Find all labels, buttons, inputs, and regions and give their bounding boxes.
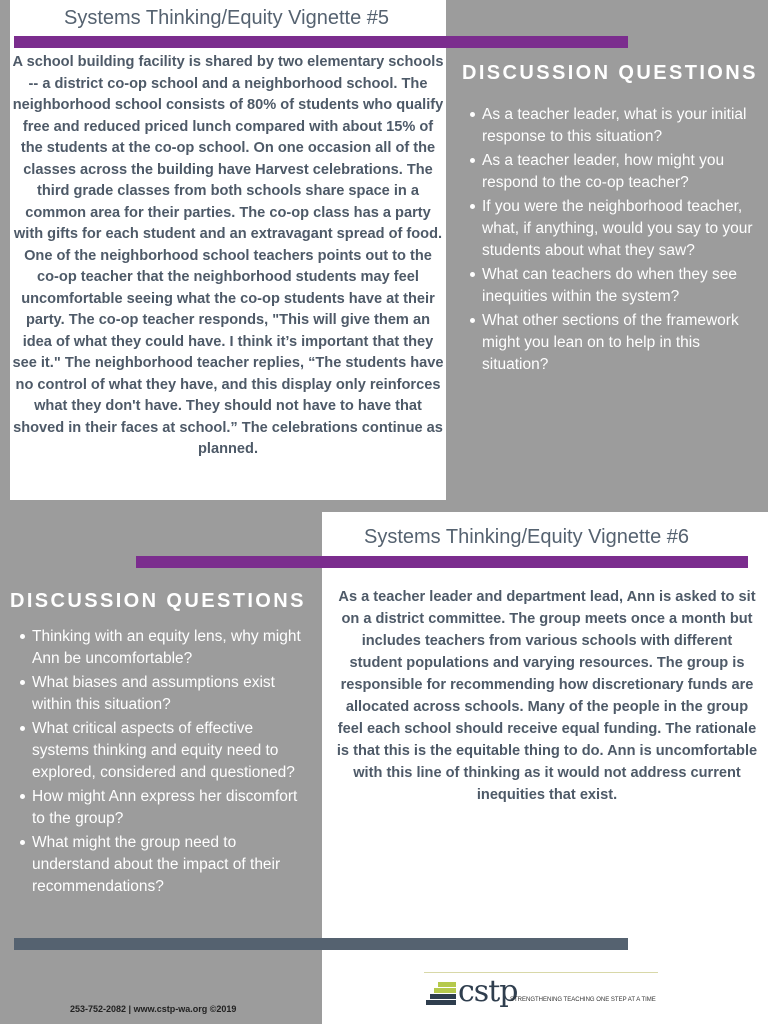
discussion-questions-heading-1: DISCUSSION QUESTIONS — [462, 62, 758, 84]
discussion-questions-heading-2: DISCUSSION QUESTIONS — [10, 590, 306, 612]
purple-divider-bar — [14, 36, 628, 48]
vignette-6-body: As a teacher leader and department lead, Ann is asked to sit on a district committee. The group meets once a month but includes teachers from various schools with different student populations and varying resources. The group is responsible for recommending how discretionary funds are allocated across schools. Many of the people in the group feel each school should receive equal funding. The rationale is that this is the equitable thing to do. Ann is uncomfortable with this line of thinking as it would not address current inequities that exist. — [336, 589, 758, 803]
logo-tagline: STRENGTHENING TEACHING ONE STEP AT A TIME — [510, 997, 656, 1003]
discussion-question: What might the group need to understand about the impact of their recommendations? — [14, 832, 314, 898]
discussion-question: What biases and assumptions exist within this situation? — [14, 672, 314, 716]
discussion-questions-list-1 — [464, 104, 764, 378]
vignette-5-title-box — [10, 0, 446, 36]
vignette-6-title: Systems Thinking/Equity Vignette #6 — [364, 526, 689, 548]
discussion-question: If you were the neighborhood teacher, what, if anything, would you say to your students about what they saw? — [464, 196, 764, 262]
discussion-question: How might Ann express her discomfort to the group? — [14, 786, 314, 830]
footer-contact: 253-752-2082 | www.cstp-wa.org ©2019 — [70, 1004, 237, 1014]
discussion-question: As a teacher leader, how might you respond to the co-op teacher? — [464, 150, 764, 194]
purple-divider-bar — [136, 556, 748, 568]
logo-rule — [424, 972, 658, 973]
cstp-logo[interactable] — [424, 972, 664, 1012]
logo-wordmark: cstp — [458, 974, 518, 1009]
discussion-question: What can teachers do when they see inequities within the system? — [464, 264, 764, 308]
vignette-5-title: Systems Thinking/Equity Vignette #5 — [64, 7, 389, 29]
discussion-question: What other sections of the framework might you lean on to help in this situation? — [464, 310, 764, 376]
discussion-questions-list-2 — [14, 626, 314, 900]
discussion-question: What critical aspects of effective systems thinking and equity need to explored, considered and questioned? — [14, 718, 314, 784]
slate-divider-bar — [14, 938, 628, 950]
discussion-question: As a teacher leader, what is your initial response to this situation? — [464, 104, 764, 148]
discussion-question: Thinking with an equity lens, why might Ann be uncomfortable? — [14, 626, 314, 670]
vignette-5-body: A school building facility is shared by two elementary schools -- a district co-op school and a neighborhood school. The neighborhood school consists of 80% of students who qualify free and reduced priced lunch compared with about 15% of the students at the co-op school. On one occasion all of the classes across the building have Harvest celebrations. The third grade classes from both schools share space in a common area for their parties. The co-op class has a party with gifts for each student and an extravagant spread of food. One of the neighborhood school teachers points out to the co-op teacher that the neighborhood students may feel uncomfortable seeing what the co-op students have at their party. The co-op teacher responds, "This will give them an idea of what they could have. I think it’s important that they see it." The neighborhood teacher replies, “The students have no control of what they have, and this display only reinforces what they don't have. They should not have to have that shoved in their faces at school.” The celebrations continue as planned. — [12, 54, 444, 457]
